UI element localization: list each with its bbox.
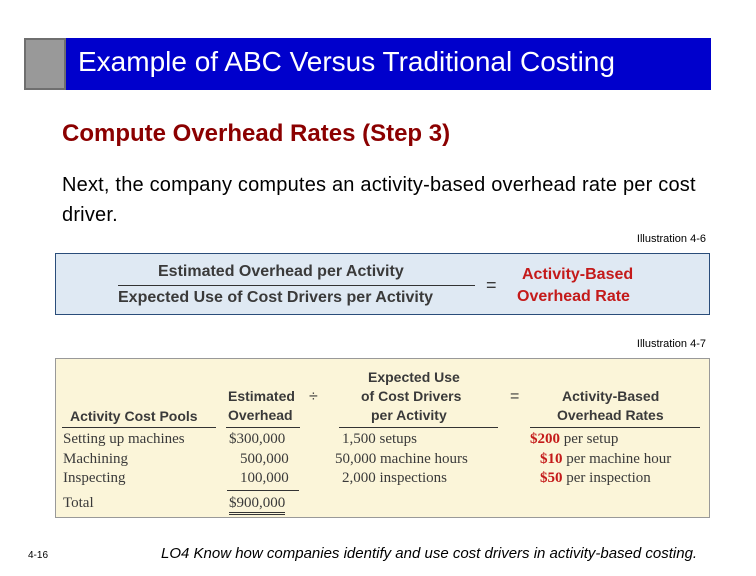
- header-rates-line2: Overhead Rates: [557, 407, 664, 423]
- rate-unit: per setup: [563, 431, 619, 447]
- pool-cell: Inspecting: [63, 470, 126, 486]
- formula-result-line1: Activity-Based: [522, 266, 634, 283]
- illustration-7-label: Illustration 4-7: [636, 338, 706, 350]
- slide-title: Example of ABC Versus Traditional Costing: [78, 46, 615, 77]
- divide-sign: ÷: [309, 388, 318, 405]
- total-value: $900,000: [229, 495, 285, 515]
- formula-box: [55, 253, 710, 315]
- pool-cell: Machining: [63, 451, 128, 467]
- section-heading: Compute Overhead Rates (Step 3): [62, 120, 451, 147]
- rate-value: $50: [540, 470, 563, 486]
- cost-driver-cell: 1,500 setups: [342, 431, 417, 447]
- illustration-6-label: Illustration 4-6: [636, 233, 706, 245]
- rate-cell: [540, 470, 651, 487]
- header-underline: [339, 427, 498, 428]
- cost-driver-cell: 2,000 inspections: [342, 470, 447, 486]
- slide-number: 4-16: [28, 550, 49, 561]
- total-label: Total: [63, 495, 94, 511]
- header-expected-line1: Expected Use: [368, 369, 460, 385]
- learning-objective: LO4 Know how companies identify and use cost drivers in activity-based costing.: [161, 545, 698, 562]
- pool-cell: Setting up machines: [63, 431, 185, 447]
- cost-driver-cell: 50,000 machine hours: [335, 451, 468, 467]
- equals-sign: =: [486, 275, 497, 295]
- title-bar: [24, 38, 711, 90]
- rate-unit: per machine hour: [566, 451, 672, 467]
- header-underline: [226, 427, 300, 428]
- header-activity-cost-pools: Activity Cost Pools: [70, 408, 198, 424]
- formula-result-line2: Overhead Rate: [517, 288, 630, 305]
- rate-cell: [540, 451, 671, 468]
- overhead-cell: $300,000: [229, 431, 286, 447]
- header-underline: [530, 427, 700, 428]
- rate-value: $10: [540, 451, 563, 467]
- header-estimated-line2: Overhead: [228, 407, 293, 423]
- header-expected-line2: of Cost Drivers: [361, 388, 462, 404]
- formula-numerator: Estimated Overhead per Activity: [158, 263, 404, 280]
- fraction-line: [118, 285, 475, 286]
- header-underline: [62, 427, 216, 428]
- overhead-cell: 100,000: [240, 470, 289, 486]
- rate-unit: per inspection: [566, 470, 651, 486]
- formula-denominator: Expected Use of Cost Drivers per Activity: [118, 289, 434, 306]
- equals-sign: =: [510, 388, 520, 405]
- subtotal-underline: [227, 490, 299, 491]
- rate-value: $200: [530, 431, 560, 447]
- overhead-rate-table: [55, 358, 710, 518]
- rate-cell: [530, 431, 618, 448]
- body-text: Next, the company computes an activity-based overhead rate per cost driver.: [62, 174, 696, 226]
- header-expected-line3: per Activity: [371, 407, 447, 423]
- header-estimated-line1: Estimated: [228, 388, 295, 404]
- title-accent-block: [24, 38, 66, 90]
- overhead-cell: 500,000: [240, 451, 289, 467]
- header-rates-line1: Activity-Based: [562, 388, 660, 404]
